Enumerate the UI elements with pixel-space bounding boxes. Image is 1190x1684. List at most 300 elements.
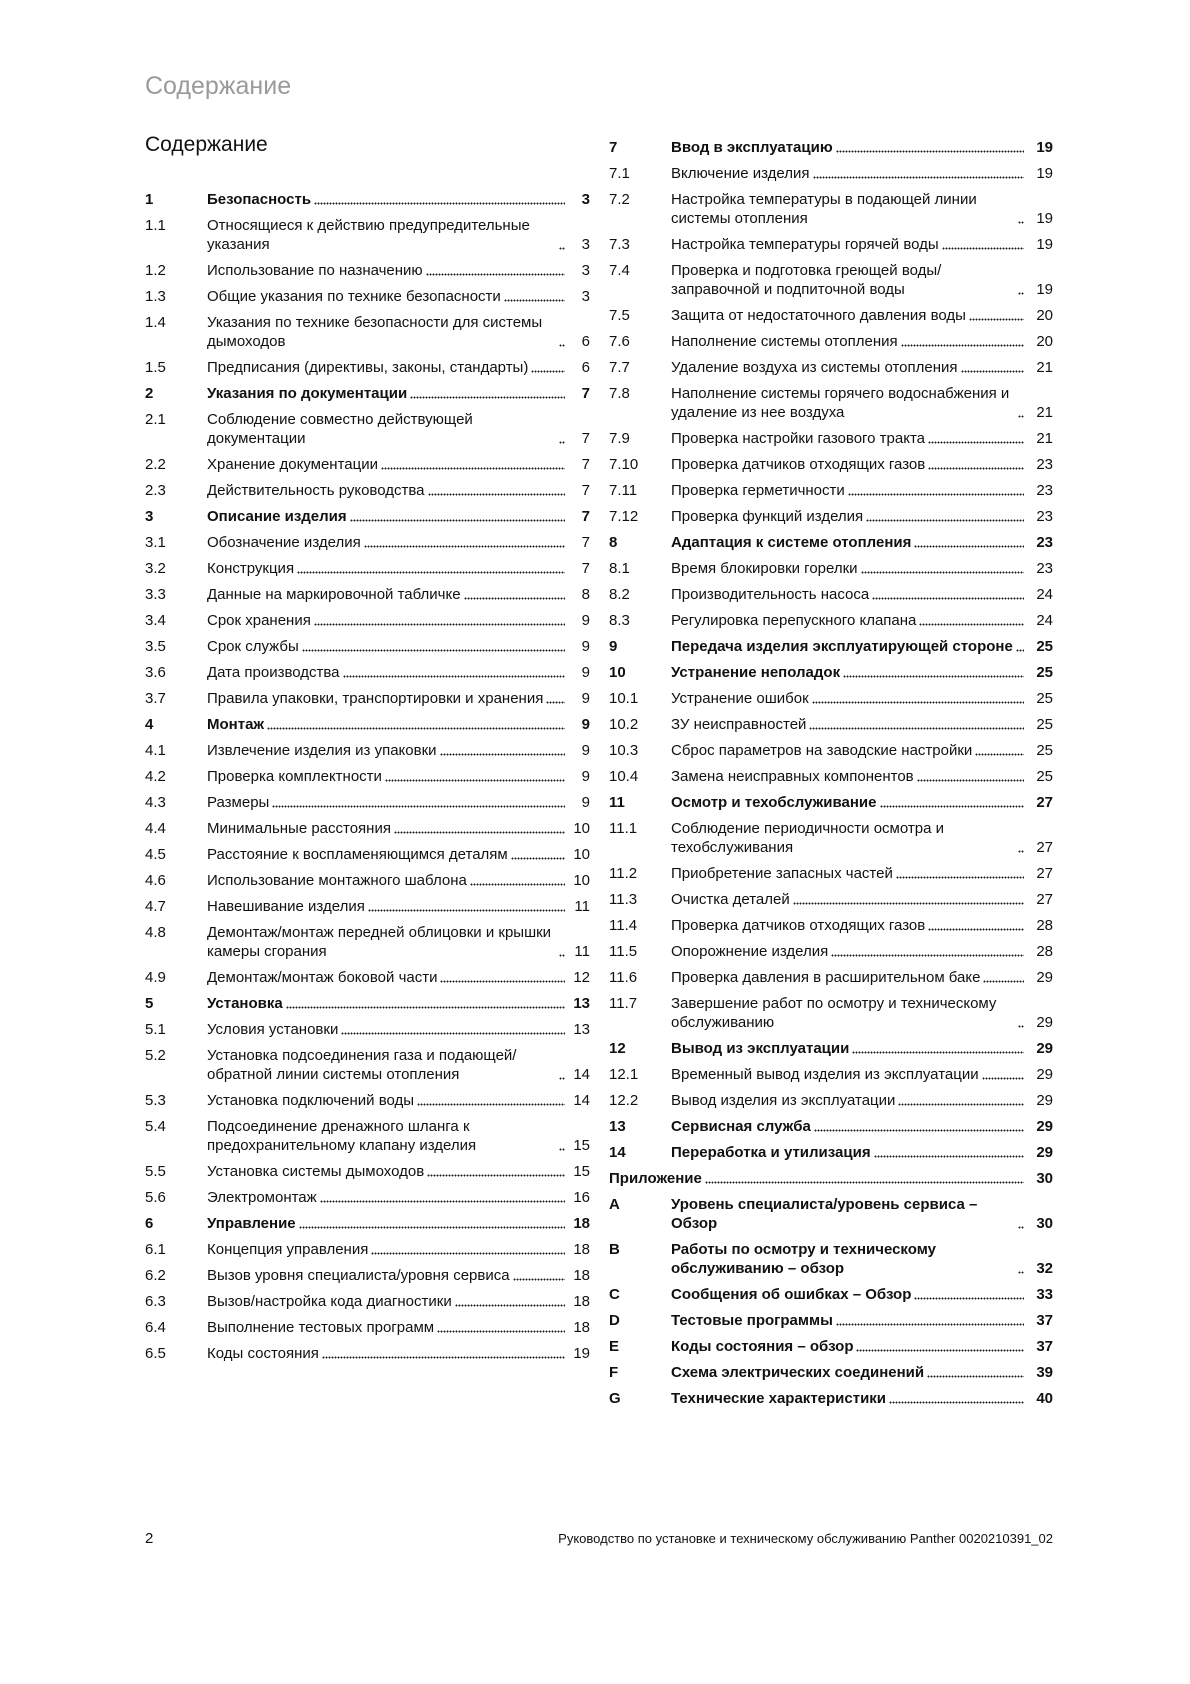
toc-entry[interactable] bbox=[145, 261, 590, 280]
toc-entry-title: Работы по осмотру и техническому обслуживанию – обзор bbox=[671, 1241, 936, 1277]
toc-entry[interactable] bbox=[609, 138, 1053, 157]
toc-entry-title: Временный вывод изделия из эксплуатации bbox=[671, 1066, 979, 1083]
toc-entry-title: Использование монтажного шаблона bbox=[207, 872, 467, 889]
toc-leader-dots bbox=[302, 649, 565, 652]
toc-entry-page: 10 bbox=[573, 820, 590, 837]
toc-entry-page: 29 bbox=[1036, 1066, 1053, 1083]
toc-leader-dots bbox=[843, 675, 1024, 678]
toc-entry-title: Настройка температуры горячей воды bbox=[671, 236, 939, 253]
toc-entry[interactable] bbox=[145, 845, 590, 864]
toc-entry-title: Наполнение системы отопления bbox=[671, 333, 898, 350]
toc-leader-dots bbox=[928, 467, 1024, 470]
toc-entry-number: 7.12 bbox=[609, 508, 639, 525]
toc-entry[interactable] bbox=[145, 819, 590, 838]
toc-entry-title: Действительность руководства bbox=[207, 482, 425, 499]
toc-leader-dots bbox=[322, 1356, 565, 1359]
toc-entry-title: Указания по документации bbox=[207, 385, 408, 402]
toc-entry[interactable] bbox=[145, 1318, 590, 1337]
toc-entry[interactable] bbox=[145, 1091, 590, 1110]
toc-entry[interactable] bbox=[609, 533, 1053, 552]
toc-title: Содержание bbox=[145, 133, 268, 156]
toc-entry-title: Концепция управления bbox=[207, 1241, 369, 1258]
toc-entry-number: 4.8 bbox=[145, 924, 166, 941]
toc-entry-page: 18 bbox=[573, 1241, 590, 1258]
toc-entry[interactable] bbox=[609, 663, 1053, 682]
toc-leader-dots bbox=[314, 623, 565, 626]
toc-entry-page: 9 bbox=[581, 690, 590, 707]
toc-leader-dots bbox=[975, 753, 1024, 756]
toc-leader-dots bbox=[866, 519, 1024, 522]
toc-entry-title: ЗУ неисправностей bbox=[671, 716, 807, 733]
toc-entry-title: Переработка и утилизация bbox=[671, 1144, 871, 1161]
toc-entry-page: 33 bbox=[1036, 1286, 1053, 1303]
toc-entry-title: Данные на маркировочной табличке bbox=[207, 586, 461, 603]
toc-entry[interactable] bbox=[145, 507, 590, 526]
toc-entry-number: 7.5 bbox=[609, 307, 630, 324]
toc-entry-title: Выполнение тестовых программ bbox=[207, 1319, 435, 1336]
toc-leader-dots bbox=[314, 202, 565, 205]
toc-entry-number: 7.7 bbox=[609, 359, 630, 376]
toc-leader-dots bbox=[836, 150, 1024, 153]
toc-entry-page: 23 bbox=[1036, 534, 1053, 551]
toc-entry-title: Использование по назначению bbox=[207, 262, 423, 279]
toc-entry-number: 11 bbox=[609, 794, 625, 811]
toc-entry-title: Проверка функций изделия bbox=[671, 508, 864, 525]
toc-entry-number: E bbox=[609, 1338, 620, 1355]
toc-entry-title: Уровень специалиста/уровень сервиса – Обзор bbox=[671, 1196, 978, 1232]
toc-entry[interactable] bbox=[609, 507, 1053, 526]
toc-entry[interactable] bbox=[609, 1117, 1053, 1136]
toc-entry-page: 7 bbox=[581, 456, 590, 473]
toc-leader-dots bbox=[901, 344, 1024, 347]
toc-entry-page: 13 bbox=[573, 995, 590, 1012]
toc-entry-title: Ввод в эксплуатацию bbox=[671, 139, 833, 156]
toc-entry[interactable] bbox=[609, 164, 1053, 183]
toc-entry[interactable] bbox=[145, 410, 590, 448]
toc-entry[interactable] bbox=[145, 1046, 590, 1084]
toc-entry-number: C bbox=[609, 1286, 620, 1303]
toc-entry-number: 8 bbox=[609, 534, 618, 551]
toc-entry[interactable] bbox=[609, 1337, 1053, 1356]
toc-entry-page: 19 bbox=[1036, 139, 1053, 156]
toc-leader-dots bbox=[267, 727, 565, 730]
toc-entry[interactable] bbox=[145, 1020, 590, 1039]
toc-entry-title: Наполнение системы горячего водоснабжения и удаление из нее воздуха bbox=[671, 385, 1010, 421]
toc-entry-title: Вывод из эксплуатации bbox=[671, 1040, 850, 1057]
toc-entry-title: Монтаж bbox=[207, 716, 265, 733]
toc-entry-title: Замена неисправных компонентов bbox=[671, 768, 914, 785]
toc-entry-number: 12.1 bbox=[609, 1066, 639, 1083]
toc-entry[interactable] bbox=[609, 358, 1053, 377]
toc-leader-dots bbox=[983, 980, 1024, 983]
toc-entry-number: 7.9 bbox=[609, 430, 630, 447]
toc-entry[interactable] bbox=[609, 1065, 1053, 1084]
toc-entry-number: 6.1 bbox=[145, 1241, 166, 1258]
toc-entry[interactable] bbox=[145, 1188, 590, 1207]
toc-entry-page: 37 bbox=[1036, 1338, 1053, 1355]
toc-entry-number: 3.1 bbox=[145, 534, 166, 551]
toc-entry[interactable] bbox=[609, 767, 1053, 786]
toc-entry-title: Управление bbox=[207, 1215, 296, 1232]
toc-entry-page: 7 bbox=[581, 430, 590, 447]
toc-entry-page: 9 bbox=[581, 742, 590, 759]
toc-entry-number: 8.2 bbox=[609, 586, 630, 603]
toc-entry[interactable] bbox=[609, 481, 1053, 500]
toc-leader-dots bbox=[297, 571, 565, 574]
toc-entry[interactable] bbox=[609, 1363, 1053, 1382]
toc-entry-title: Приложение bbox=[609, 1170, 702, 1187]
toc-entry[interactable] bbox=[145, 793, 590, 812]
toc-entry-title: Устранение неполадок bbox=[671, 664, 841, 681]
toc-entry-page: 29 bbox=[1036, 1092, 1053, 1109]
toc-entry[interactable] bbox=[145, 923, 590, 961]
toc-entry-page: 9 bbox=[581, 716, 590, 733]
toc-entry-number: 3.6 bbox=[145, 664, 166, 681]
toc-entry-number: 7.2 bbox=[609, 191, 630, 208]
toc-entry-number: 1.2 bbox=[145, 262, 166, 279]
toc-entry[interactable] bbox=[609, 455, 1053, 474]
toc-entry-number: 5.4 bbox=[145, 1118, 166, 1135]
toc-leader-dots bbox=[440, 753, 565, 756]
toc-column-left bbox=[145, 190, 590, 1370]
toc-entry-page: 30 bbox=[1036, 1170, 1053, 1187]
toc-entry-page: 25 bbox=[1036, 664, 1053, 681]
toc-entry-page: 27 bbox=[1036, 839, 1053, 856]
toc-entry[interactable] bbox=[145, 871, 590, 890]
toc-entry-page: 15 bbox=[573, 1137, 590, 1154]
toc-entry-page: 23 bbox=[1036, 482, 1053, 499]
toc-leader-dots bbox=[874, 1155, 1024, 1158]
toc-leader-dots bbox=[856, 1349, 1024, 1352]
toc-entry-number: 5 bbox=[145, 995, 154, 1012]
toc-entry[interactable] bbox=[609, 890, 1053, 909]
toc-entry-page: 40 bbox=[1036, 1390, 1053, 1407]
toc-entry-title: Схема электрических соединений bbox=[671, 1364, 925, 1381]
toc-entry-title: Навешивание изделия bbox=[207, 898, 365, 915]
toc-entry[interactable] bbox=[145, 637, 590, 656]
toc-entry-title: Описание изделия bbox=[207, 508, 347, 525]
toc-leader-dots bbox=[898, 1103, 1024, 1106]
toc-entry-title: Безопасность bbox=[207, 191, 312, 208]
toc-entry-number: 1 bbox=[145, 191, 154, 208]
toc-leader-dots bbox=[1018, 1271, 1024, 1274]
toc-entry[interactable] bbox=[145, 384, 590, 403]
toc-entry[interactable] bbox=[145, 190, 590, 209]
toc-entry-title: Предписания (директивы, законы, стандарты) bbox=[207, 359, 529, 376]
toc-entry[interactable] bbox=[145, 585, 590, 604]
toc-entry-number: 1.3 bbox=[145, 288, 166, 305]
toc-leader-dots bbox=[814, 1129, 1024, 1132]
toc-entry-page: 23 bbox=[1036, 560, 1053, 577]
toc-leader-dots bbox=[927, 1375, 1024, 1378]
toc-entry[interactable] bbox=[145, 313, 590, 351]
toc-entry[interactable] bbox=[145, 481, 590, 500]
toc-leader-dots bbox=[350, 519, 565, 522]
toc-leader-dots bbox=[504, 299, 565, 302]
toc-entry-number: 3.7 bbox=[145, 690, 166, 707]
toc-entry[interactable] bbox=[609, 1389, 1053, 1408]
toc-entry-page: 6 bbox=[581, 359, 590, 376]
toc-entry[interactable] bbox=[609, 942, 1053, 961]
toc-entry-title: Проверка давления в расширительном баке bbox=[671, 969, 981, 986]
toc-entry-number: 4 bbox=[145, 716, 154, 733]
toc-leader-dots bbox=[809, 727, 1024, 730]
toc-entry-number: 7.6 bbox=[609, 333, 630, 350]
toc-leader-dots bbox=[831, 954, 1024, 957]
toc-entry-page: 25 bbox=[1036, 768, 1053, 785]
toc-entry-number: 2.1 bbox=[145, 411, 166, 428]
toc-entry-page: 24 bbox=[1036, 586, 1053, 603]
toc-entry-title: Проверка герметичности bbox=[671, 482, 845, 499]
toc-entry[interactable] bbox=[609, 190, 1053, 228]
toc-entry[interactable] bbox=[145, 1162, 590, 1181]
toc-entry-number: 5.5 bbox=[145, 1163, 166, 1180]
toc-entry[interactable] bbox=[145, 1214, 590, 1233]
toc-entry-page: 7 bbox=[581, 534, 590, 551]
toc-entry[interactable] bbox=[609, 332, 1053, 351]
toc-entry-page: 11 bbox=[574, 943, 590, 960]
toc-entry-page: 19 bbox=[1036, 165, 1053, 182]
toc-entry-title: Относящиеся к действию предупредительные указания bbox=[207, 217, 530, 253]
toc-entry[interactable] bbox=[609, 689, 1053, 708]
toc-entry[interactable] bbox=[145, 287, 590, 306]
toc-leader-dots bbox=[919, 623, 1024, 626]
toc-entry-number: 1.5 bbox=[145, 359, 166, 376]
toc-entry[interactable] bbox=[145, 358, 590, 377]
toc-entry[interactable] bbox=[609, 1169, 1053, 1188]
toc-entry-title: Обозначение изделия bbox=[207, 534, 361, 551]
toc-entry-page: 19 bbox=[1036, 281, 1053, 298]
toc-entry[interactable] bbox=[145, 455, 590, 474]
toc-entry-number: 10 bbox=[609, 664, 626, 681]
toc-entry[interactable] bbox=[609, 1143, 1053, 1162]
toc-entry[interactable] bbox=[145, 715, 590, 734]
toc-entry[interactable] bbox=[145, 1266, 590, 1285]
toc-entry[interactable] bbox=[609, 611, 1053, 630]
toc-entry-number: 4.5 bbox=[145, 846, 166, 863]
toc-entry-page: 27 bbox=[1036, 794, 1053, 811]
toc-entry[interactable] bbox=[609, 741, 1053, 760]
toc-entry[interactable] bbox=[609, 235, 1053, 254]
toc-entry-title: Минимальные расстояния bbox=[207, 820, 391, 837]
toc-leader-dots bbox=[320, 1200, 565, 1203]
toc-entry-number: 4.9 bbox=[145, 969, 166, 986]
toc-entry-number: 11.4 bbox=[609, 917, 638, 934]
toc-entry-number: 3.5 bbox=[145, 638, 166, 655]
toc-entry-number: 7 bbox=[609, 139, 618, 156]
toc-leader-dots bbox=[470, 883, 565, 886]
toc-entry[interactable] bbox=[145, 1117, 590, 1155]
toc-entry[interactable] bbox=[145, 994, 590, 1013]
toc-entry[interactable] bbox=[145, 767, 590, 786]
toc-entry-title: Опорожнение изделия bbox=[671, 943, 829, 960]
toc-entry[interactable] bbox=[609, 1195, 1053, 1233]
toc-leader-dots bbox=[813, 176, 1024, 179]
toc-entry[interactable] bbox=[609, 916, 1053, 935]
toc-entry-number: 3 bbox=[145, 508, 154, 525]
toc-entry[interactable] bbox=[145, 689, 590, 708]
toc-entry[interactable] bbox=[145, 216, 590, 254]
toc-entry-number: 10.3 bbox=[609, 742, 639, 759]
toc-entry[interactable] bbox=[609, 1091, 1053, 1110]
toc-leader-dots bbox=[427, 1174, 565, 1177]
toc-leader-dots bbox=[286, 1006, 565, 1009]
toc-entry-number: 2.2 bbox=[145, 456, 166, 473]
toc-entry-page: 25 bbox=[1036, 742, 1053, 759]
toc-entry-number: 5.6 bbox=[145, 1189, 166, 1206]
toc-entry-page: 25 bbox=[1036, 638, 1053, 655]
toc-entry-page: 25 bbox=[1036, 716, 1053, 733]
toc-entry-page: 19 bbox=[573, 1345, 590, 1362]
toc-leader-dots bbox=[928, 441, 1024, 444]
toc-leader-dots bbox=[889, 1401, 1024, 1404]
toc-entry-number: 7.10 bbox=[609, 456, 639, 473]
toc-entry-number: 10.1 bbox=[609, 690, 639, 707]
toc-entry-number: 4.6 bbox=[145, 872, 166, 889]
toc-leader-dots bbox=[1018, 221, 1024, 224]
toc-entry[interactable] bbox=[609, 637, 1053, 656]
toc-entry-title: Коды состояния – обзор bbox=[671, 1338, 854, 1355]
toc-entry-page: 9 bbox=[581, 768, 590, 785]
toc-entry[interactable] bbox=[145, 533, 590, 552]
toc-entry[interactable] bbox=[609, 968, 1053, 987]
toc-entry[interactable] bbox=[609, 715, 1053, 734]
toc-entry[interactable] bbox=[609, 261, 1053, 299]
toc-leader-dots bbox=[371, 1252, 565, 1255]
toc-entry-page: 8 bbox=[581, 586, 590, 603]
toc-entry-title: Вывод изделия из эксплуатации bbox=[671, 1092, 896, 1109]
toc-entry[interactable] bbox=[609, 1311, 1053, 1330]
toc-entry-title: Срок хранения bbox=[207, 612, 311, 629]
toc-entry-page: 32 bbox=[1036, 1260, 1053, 1277]
toc-entry-title: Сброс параметров на заводские настройки bbox=[671, 742, 973, 759]
toc-entry-page: 29 bbox=[1036, 1144, 1053, 1161]
toc-entry-page: 6 bbox=[581, 333, 590, 350]
toc-leader-dots bbox=[426, 273, 565, 276]
toc-entry-number: 3.4 bbox=[145, 612, 166, 629]
toc-entry-page: 27 bbox=[1036, 865, 1053, 882]
toc-entry-page: 9 bbox=[581, 638, 590, 655]
toc-entry[interactable] bbox=[145, 663, 590, 682]
toc-entry-number: 8.3 bbox=[609, 612, 630, 629]
toc-entry-number: 6 bbox=[145, 1215, 154, 1232]
toc-entry[interactable] bbox=[145, 897, 590, 916]
toc-entry-page: 29 bbox=[1036, 969, 1053, 986]
toc-entry-title: Завершение работ по осмотру и техническому обслуживанию bbox=[671, 995, 997, 1031]
toc-entry-number: 2 bbox=[145, 385, 154, 402]
toc-entry[interactable] bbox=[145, 559, 590, 578]
toc-entry-page: 18 bbox=[573, 1319, 590, 1336]
toc-entry-number: 5.1 bbox=[145, 1021, 166, 1038]
toc-entry-number: G bbox=[609, 1390, 621, 1407]
toc-entry-title: Извлечение изделия из упаковки bbox=[207, 742, 437, 759]
toc-entry[interactable] bbox=[609, 384, 1053, 422]
toc-leader-dots bbox=[559, 954, 565, 957]
toc-entry[interactable] bbox=[609, 819, 1053, 857]
toc-entry-title: Время блокировки горелки bbox=[671, 560, 858, 577]
toc-entry[interactable] bbox=[609, 994, 1053, 1032]
toc-entry-page: 9 bbox=[581, 664, 590, 681]
toc-entry-title: Условия установки bbox=[207, 1021, 339, 1038]
toc-entry-page: 20 bbox=[1036, 307, 1053, 324]
toc-entry-number: 7.3 bbox=[609, 236, 630, 253]
toc-entry[interactable] bbox=[145, 1240, 590, 1259]
toc-leader-dots bbox=[852, 1051, 1024, 1054]
toc-entry-title: Демонтаж/монтаж передней облицовки и крышки камеры сгорания bbox=[207, 924, 552, 960]
toc-leader-dots bbox=[880, 805, 1025, 808]
toc-entry-number: 7.8 bbox=[609, 385, 630, 402]
toc-entry-title: Установка подсоединения газа и подающей/обратной линии системы отопления bbox=[207, 1047, 517, 1083]
toc-leader-dots bbox=[812, 701, 1024, 704]
toc-entry[interactable] bbox=[609, 306, 1053, 325]
toc-entry-page: 25 bbox=[1036, 690, 1053, 707]
toc-leader-dots bbox=[928, 928, 1024, 931]
toc-entry-number: 11.1 bbox=[609, 820, 638, 837]
toc-entry-page: 18 bbox=[573, 1215, 590, 1232]
toc-leader-dots bbox=[417, 1103, 565, 1106]
toc-entry[interactable] bbox=[609, 1240, 1053, 1278]
toc-entry[interactable] bbox=[609, 793, 1053, 812]
toc-entry-number: 1.1 bbox=[145, 217, 166, 234]
toc-leader-dots bbox=[428, 493, 565, 496]
toc-entry-page: 9 bbox=[581, 612, 590, 629]
toc-entry-page: 10 bbox=[573, 846, 590, 863]
toc-entry[interactable] bbox=[145, 1344, 590, 1363]
toc-entry[interactable] bbox=[609, 429, 1053, 448]
toc-leader-dots bbox=[546, 701, 565, 704]
toc-entry-title: Общие указания по технике безопасности bbox=[207, 288, 501, 305]
toc-leader-dots bbox=[394, 831, 565, 834]
toc-entry-title: Соблюдение периодичности осмотра и техобслуживания bbox=[671, 820, 944, 856]
toc-leader-dots bbox=[272, 805, 565, 808]
toc-entry-number: 4.2 bbox=[145, 768, 166, 785]
toc-entry-page: 3 bbox=[581, 236, 590, 253]
toc-entry-title: Включение изделия bbox=[671, 165, 810, 182]
toc-entry-title: Очистка деталей bbox=[671, 891, 790, 908]
toc-entry[interactable] bbox=[609, 864, 1053, 883]
toc-entry-page: 13 bbox=[573, 1021, 590, 1038]
toc-entry-page: 3 bbox=[581, 191, 590, 208]
toc-entry-number: 7.11 bbox=[609, 482, 638, 499]
toc-entry-page: 29 bbox=[1036, 1040, 1053, 1057]
toc-entry[interactable] bbox=[145, 611, 590, 630]
toc-leader-dots bbox=[1018, 1025, 1024, 1028]
toc-leader-dots bbox=[437, 1330, 565, 1333]
toc-entry-number: 12 bbox=[609, 1040, 626, 1057]
toc-leader-dots bbox=[917, 779, 1024, 782]
toc-entry[interactable] bbox=[609, 585, 1053, 604]
toc-entry[interactable] bbox=[609, 1039, 1053, 1058]
toc-entry-number: 11.5 bbox=[609, 943, 638, 960]
toc-entry-title: Удаление воздуха из системы отопления bbox=[671, 359, 958, 376]
toc-entry[interactable] bbox=[145, 1292, 590, 1311]
toc-entry[interactable] bbox=[145, 741, 590, 760]
toc-entry[interactable] bbox=[609, 1285, 1053, 1304]
toc-entry[interactable] bbox=[145, 968, 590, 987]
toc-leader-dots bbox=[440, 980, 565, 983]
toc-entry-page: 23 bbox=[1036, 508, 1053, 525]
toc-entry-number: 13 bbox=[609, 1118, 626, 1135]
toc-entry-title: Проверка комплектности bbox=[207, 768, 382, 785]
toc-entry-title: Соблюдение совместно действующей документации bbox=[207, 411, 473, 447]
toc-entry[interactable] bbox=[609, 559, 1053, 578]
toc-entry-page: 29 bbox=[1036, 1014, 1053, 1031]
footer-document-title: Руководство по установке и техническому обслуживанию Panther 0020210391_02 bbox=[558, 1531, 1053, 1546]
footer-page-number: 2 bbox=[145, 1530, 154, 1547]
toc-entry-number: 3.2 bbox=[145, 560, 166, 577]
toc-entry-page: 21 bbox=[1036, 430, 1053, 447]
toc-leader-dots bbox=[1018, 292, 1024, 295]
